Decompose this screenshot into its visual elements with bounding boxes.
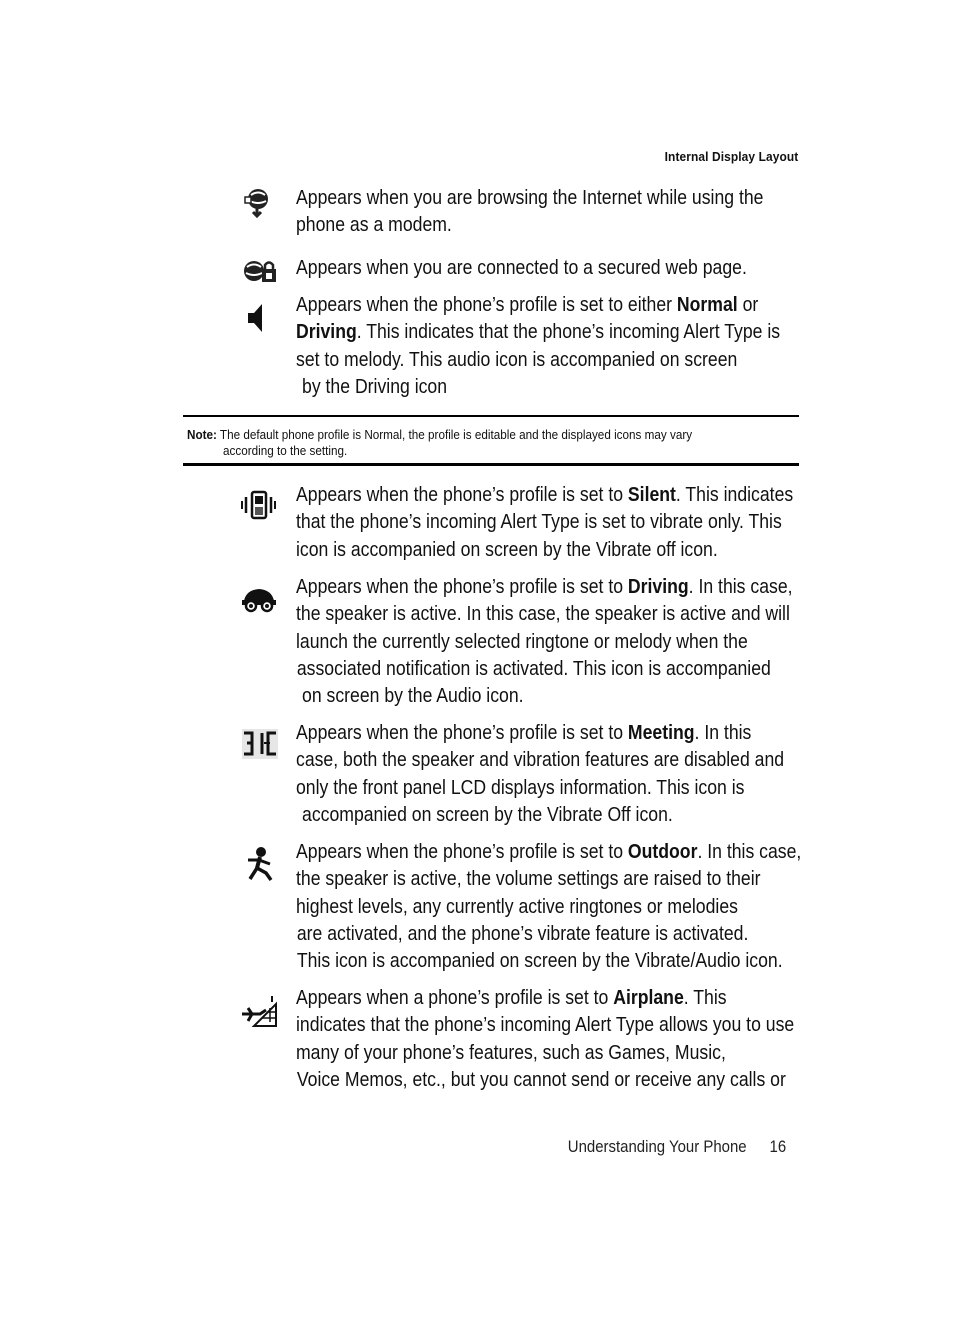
note-text: The default phone profile is Normal, the profile is editable and the displayed icons may vary: [216, 427, 693, 442]
entry-description: Appears when the phone’s profile is set to Silent. This indicates that the phone’s incoming Alert Type is set to vibrate only. This icon is accompanied on screen by the Vibrate off icon.: [296, 483, 794, 561]
footer-section-title: Understanding Your Phone: [567, 1137, 747, 1156]
entry-description: Appears when you are connected to a secured web page.: [296, 256, 747, 279]
outdoor-person-icon: [240, 846, 284, 886]
secured-web-page-icon: [240, 256, 284, 296]
driving-car-icon: [240, 585, 284, 625]
entry-description: Appears when a phone’s profile is set to Airplane. This indicates that the phone’s incoming Alert Type allows you to use many of your phone’s features, such as Games, Music, Voice Memos, etc., but you cannot send or receive any calls or: [296, 986, 795, 1091]
page-footer: [568, 1137, 786, 1157]
silent-vibrate-icon: [240, 489, 284, 529]
speaker-audio-icon: [240, 301, 284, 341]
airplane-mode-icon: [240, 994, 284, 1034]
page-header-title: Internal Display Layout: [664, 149, 798, 164]
note-label: Note:: [187, 427, 217, 442]
page-number: 16: [769, 1137, 786, 1156]
entry-description: Appears when the phone’s profile is set to Meeting. In this case, both the speaker and vibration features are disabled and only the front panel LCD displays information. This icon is accompanied on screen by the Vibrate Off icon.: [296, 721, 785, 826]
entry-description: Appears when the phone’s profile is set to Driving. In this case, the speaker is active. In this case, the speaker is active and will launch the currently selected ringtone or melody when the associated notification is activated. This icon is accompanied on screen by the Audio icon.: [296, 575, 793, 708]
entry-description: Appears when the phone’s profile is set to either Normal or Driving. This indicates that the phone’s incoming Alert Type is set to melody. This audio icon is accompanied on screen by the Driving icon: [296, 293, 781, 398]
entry-description: Appears when the phone’s profile is set to Outdoor. In this case, the speaker is active, the volume settings are raised to their highest levels, any currently active ringtones or melodies are activated, and the phone’s vibrate feature is activated. This icon is accompanied on screen by the Vibrate/Audio icon.: [296, 840, 802, 973]
note-text-continued: according to the setting.: [223, 443, 348, 458]
note-box: [183, 415, 799, 466]
meeting-icon: [240, 727, 284, 767]
entry-description: Appears when you are browsing the Internet while using the phone as a modem.: [296, 186, 764, 237]
internet-modem-icon: [240, 186, 284, 226]
